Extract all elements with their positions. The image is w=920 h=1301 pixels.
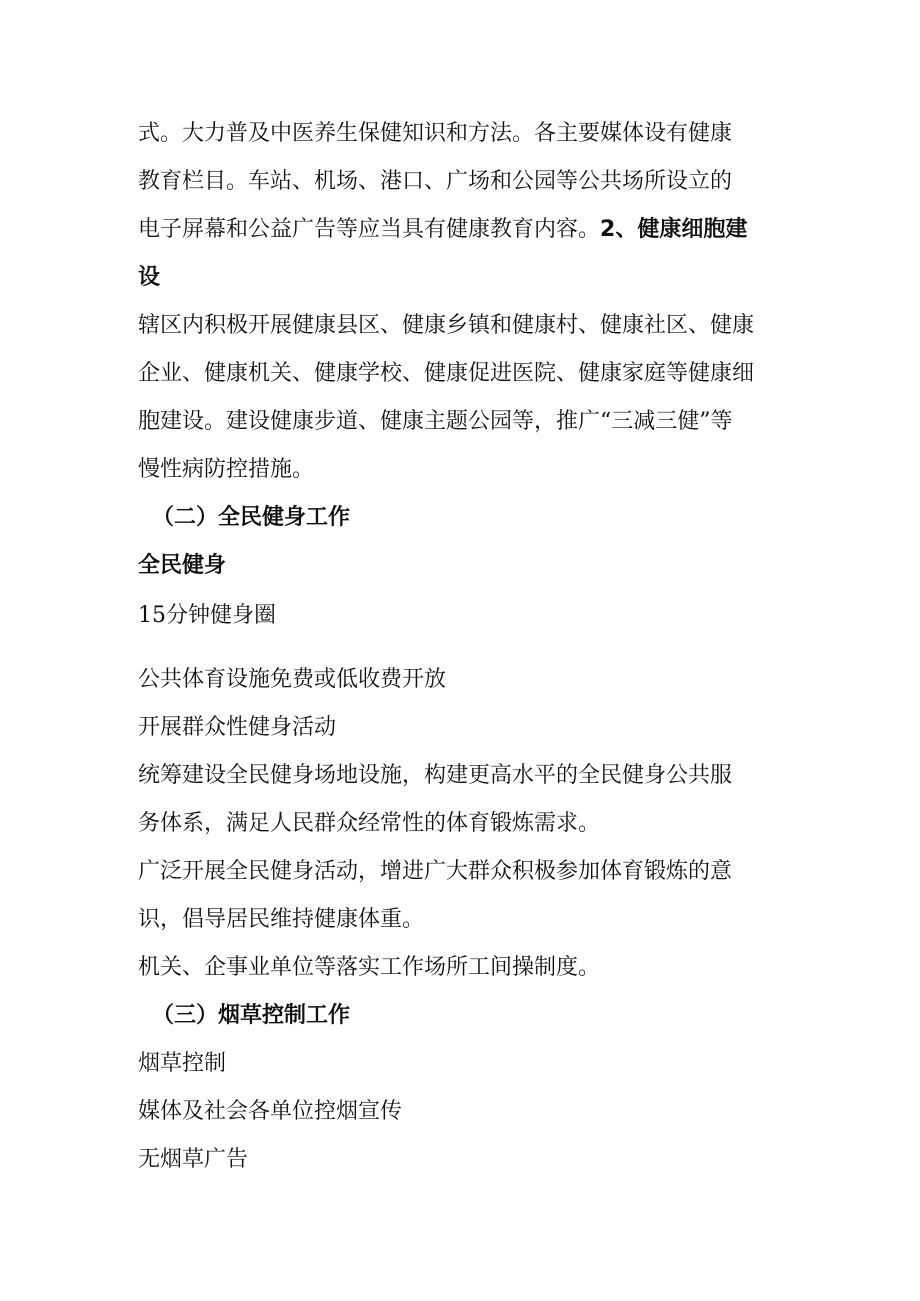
paragraph-line: 广泛开展全民健身活动，增进广大群众积极参加体育锻炼的意: [138, 859, 733, 884]
section-heading: （二）全民健身工作: [152, 505, 351, 530]
paragraph-line: 企业、健康机关、健康学校、健康促进医院、健康家庭等健康细: [138, 361, 755, 386]
section-heading-continuation: 设: [138, 265, 161, 290]
paragraph-line: 机关、企事业单位等落实工作场所工间操制度。: [138, 955, 601, 980]
paragraph-line: 教育栏目。车站、机场、港口、广场和公园等公共场所设立的: [138, 169, 733, 194]
paragraph-line: 务体系，满足人民群众经常性的体育锻炼需求。: [138, 811, 601, 836]
subsection-heading: 全民健身: [138, 553, 227, 578]
paragraph-text: 电子屏幕和公益广告等应当具有健康教育内容。: [138, 217, 601, 242]
list-item: 公共体育设施免费或低收费开放: [138, 667, 447, 692]
section-heading-inline: 2、健康细胞建: [600, 217, 748, 242]
paragraph-line: 辖区内积极开展健康县区、健康乡镇和健康村、健康社区、健康: [138, 313, 755, 338]
paragraph-line: 胞建设。建设健康步道、健康主题公园等，推广“三减三健”等: [138, 409, 733, 434]
list-item: 15分钟健身圈: [138, 603, 276, 628]
section-heading: （三）烟草控制工作: [152, 1003, 351, 1028]
paragraph-line: 识，倡导居民维持健康体重。: [138, 907, 425, 932]
list-item: 媒体及社会各单位控烟宣传: [138, 1099, 403, 1124]
paragraph-line: [138, 216, 747, 244]
list-item: 烟草控制: [138, 1051, 227, 1076]
list-item: 无烟草广告: [138, 1147, 249, 1172]
paragraph-line: 式。大力普及中医养生保健知识和方法。各主要媒体设有健康: [138, 121, 733, 146]
list-item: 开展群众性健身活动: [138, 715, 337, 740]
paragraph-line: 统筹建设全民健身场地设施，构建更高水平的全民健身公共服: [138, 763, 733, 788]
paragraph-line: 慢性病防控措施。: [138, 457, 315, 482]
